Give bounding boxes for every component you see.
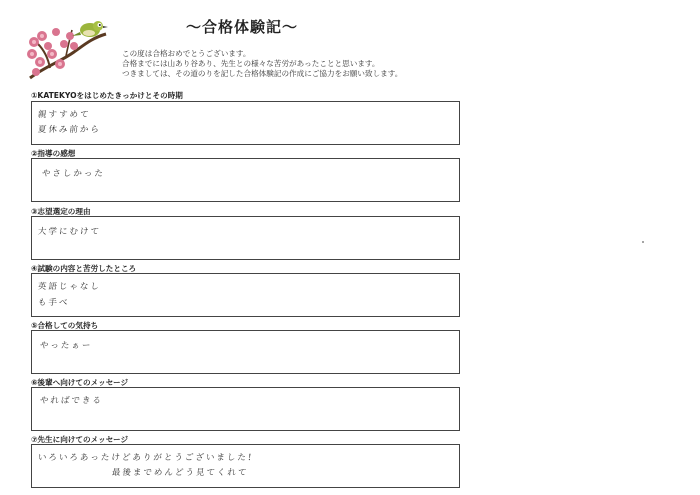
- answer-text: 大学にむけて: [37, 227, 102, 237]
- answer-text: いろいろあったけどありがとうございました!: [37, 453, 254, 463]
- answer-text: 英語じゃなし: [37, 282, 102, 292]
- answer-box-1: [31, 101, 460, 145]
- answer-text: も手べ: [37, 298, 70, 308]
- answer-box-3: [31, 216, 460, 260]
- answer-box-2: [31, 158, 460, 202]
- plum-blossom-bird-illustration: [26, 18, 110, 82]
- section-label-6: ⑥後輩へ向けてのメッセージ: [31, 378, 129, 387]
- answer-box-5: [31, 330, 460, 374]
- section-label-5: ⑤合格しての気持ち: [31, 321, 99, 330]
- intro-line: つきましては、その道のりを記した合格体験記の作成にご協力をお願い致します。: [122, 69, 403, 78]
- answer-box-7: [31, 444, 460, 488]
- page-title: 〜合格体験記〜: [186, 18, 299, 36]
- section-label-7: ⑦先生に向けてのメッセージ: [31, 435, 129, 444]
- intro-text: [122, 49, 402, 79]
- answer-box-6: [31, 387, 460, 431]
- section-label-3: ③志望選定の理由: [31, 207, 91, 216]
- section-label-2: ②指導の感想: [31, 149, 76, 158]
- section-label-1: ①KATEKYOをはじめたきっかけとその時期: [31, 91, 183, 100]
- intro-line: 合格までには山あり谷あり、先生との様々な苦労があったことと思います。: [122, 59, 380, 68]
- answer-text: やさしかった: [41, 169, 106, 179]
- intro-line: この度は合格おめでとうございます。: [122, 49, 251, 58]
- answer-text: 夏休み前から: [37, 125, 102, 135]
- answer-box-4: [31, 273, 460, 317]
- section-label-4: ④試験の内容と苦労したところ: [31, 264, 137, 273]
- answer-text: 最後までめんどう見てくれて: [111, 468, 249, 478]
- answer-text: やったぁー: [39, 341, 93, 351]
- scan-speck: [642, 241, 644, 243]
- answer-text: やればできる: [39, 396, 104, 406]
- answer-text: 親すすめて: [37, 110, 92, 120]
